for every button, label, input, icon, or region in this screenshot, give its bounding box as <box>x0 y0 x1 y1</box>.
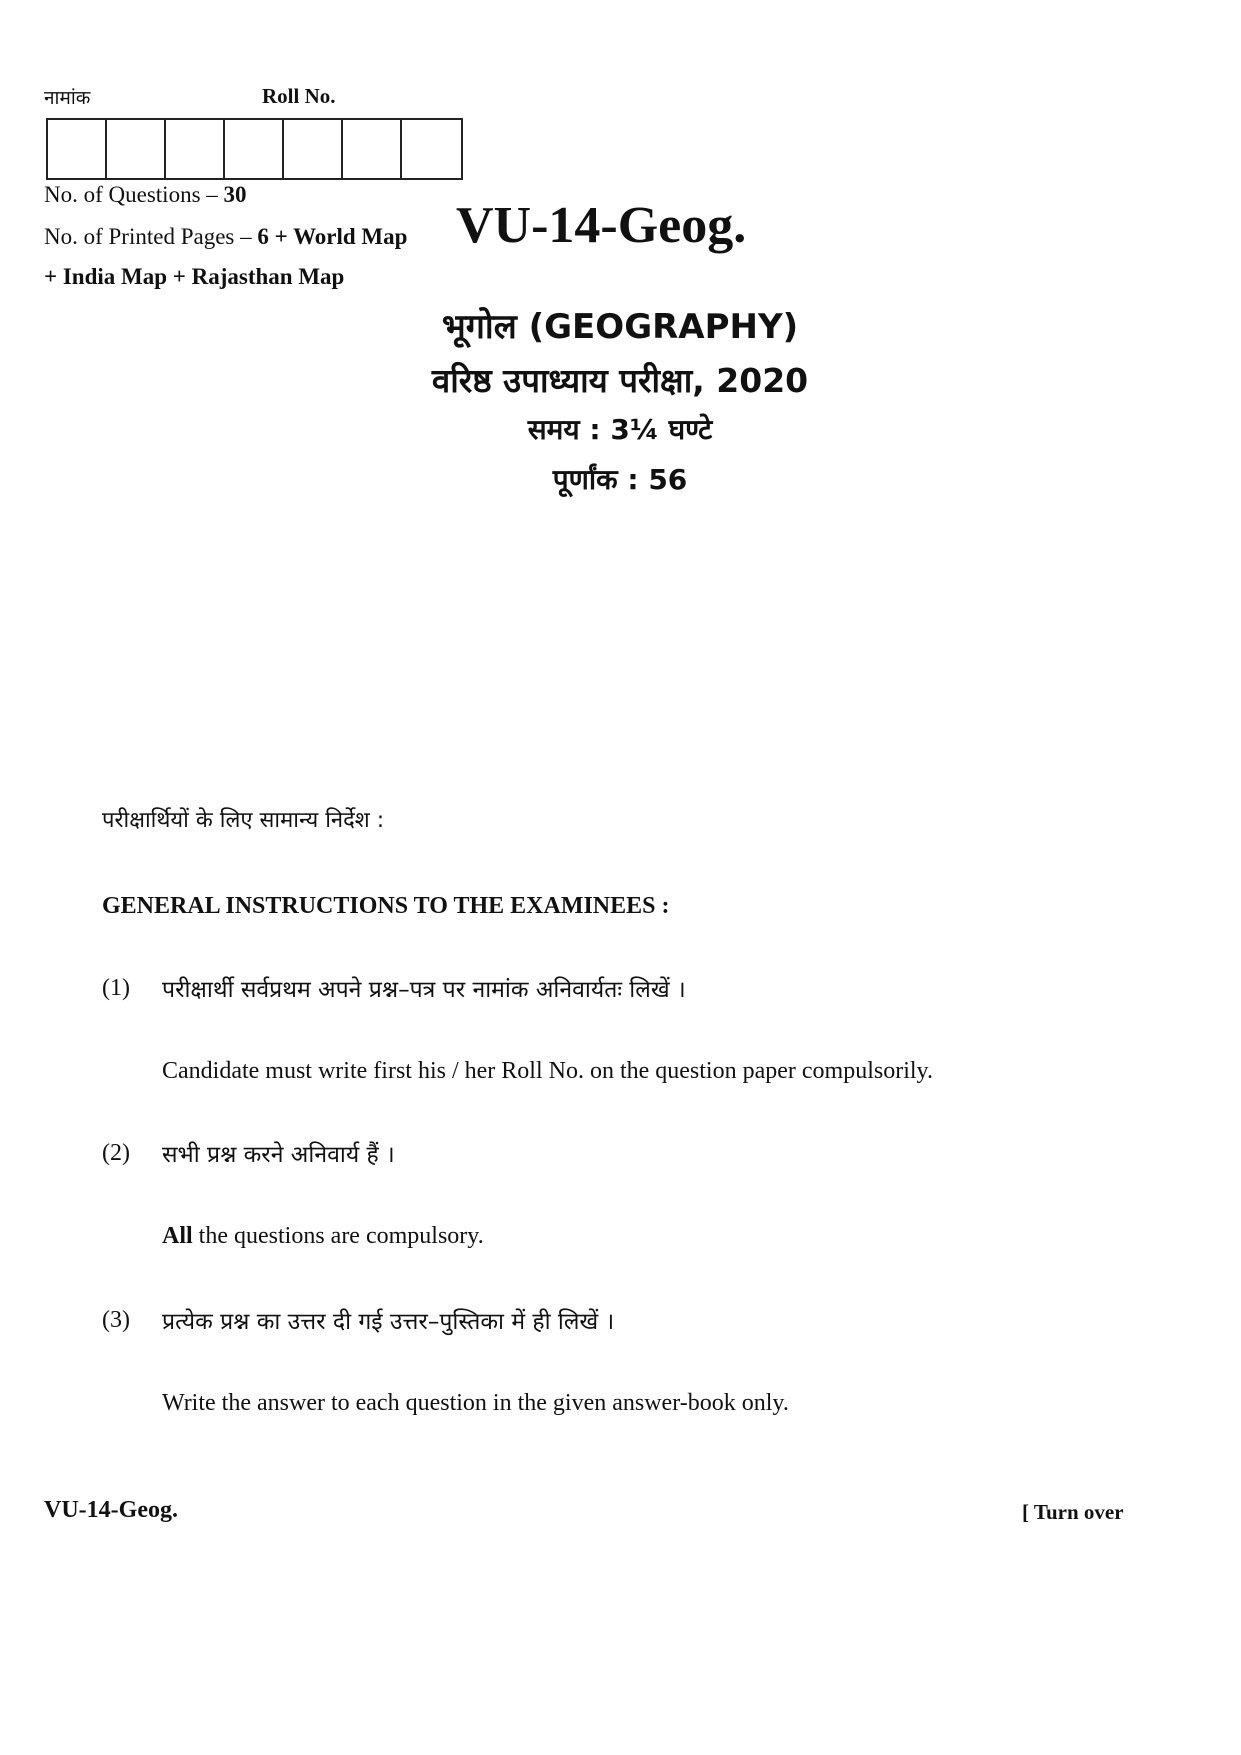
paper-code: VU-14-Geog. <box>456 197 747 254</box>
number-of-printed-pages <box>44 224 407 250</box>
instruction-text-hindi: परीक्षार्थी सर्वप्रथम अपने प्रश्न–पत्र पर नामांक अनिवार्यतः लिखें । <box>162 977 686 1003</box>
time-allowed <box>360 410 880 448</box>
instruction-text: Write the answer to each question in the given answer-book only. <box>162 1390 789 1416</box>
roll-number-label-hindi: नामांक <box>44 87 91 109</box>
instruction-text: Candidate must write first his / her Roll No. on the question paper compulsorily. <box>162 1058 933 1084</box>
exam-name: वरिष्ठ उपाध्याय परीक्षा, 2020 <box>431 361 809 400</box>
roll-number-box[interactable] <box>166 120 225 178</box>
instruction-text-hindi: प्रत्येक प्रश्न का उत्तर दी गई उत्तर–पुस्तिका में ही लिखें । <box>162 1309 615 1335</box>
marks-value: 56 <box>648 463 688 496</box>
maps-line: + India Map + Rajasthan Map <box>44 264 345 289</box>
instruction-text <box>162 1223 484 1250</box>
instruction-text-hindi: सभी प्रश्न करने अनिवार्य हैं । <box>162 1142 395 1168</box>
instruction-text-rest: the questions are compulsory. <box>192 1223 484 1249</box>
footer-paper-code: VU-14-Geog. <box>44 1497 178 1523</box>
roll-number-box[interactable] <box>284 120 343 178</box>
instruction-emphasis: All <box>162 1223 193 1249</box>
maximum-marks <box>360 460 880 498</box>
roll-number-boxes <box>46 118 463 180</box>
roll-number-box[interactable] <box>48 120 107 178</box>
instructions-heading: GENERAL INSTRUCTIONS TO THE EXAMINEES : <box>102 893 670 919</box>
time-value: 3¼ घण्टे <box>610 413 713 446</box>
roll-number-box[interactable] <box>402 120 461 178</box>
time-label: समय : <box>527 413 611 446</box>
roll-number-box[interactable] <box>343 120 402 178</box>
printed-pages-value: 6 + World Map <box>257 224 408 249</box>
subject-title: भूगोल (GEOGRAPHY) <box>441 307 799 347</box>
num-questions-value: 30 <box>223 182 247 207</box>
marks-label: पूर्णांक : <box>552 463 649 496</box>
roll-number-box[interactable] <box>107 120 166 178</box>
turn-over-note: [ Turn over <box>1022 1500 1124 1524</box>
roll-number-box[interactable] <box>225 120 284 178</box>
roll-number-label: Roll No. <box>262 84 336 108</box>
instruction-number: (3) <box>102 1307 130 1333</box>
num-questions-label: No. of Questions – <box>44 182 224 207</box>
number-of-questions <box>44 182 247 208</box>
printed-pages-label: No. of Printed Pages – <box>44 224 258 249</box>
instructions-heading-hindi: परीक्षार्थियों के लिए सामान्य निर्देश : <box>102 808 385 833</box>
instruction-number: (2) <box>102 1140 130 1166</box>
instruction-number: (1) <box>102 975 130 1001</box>
